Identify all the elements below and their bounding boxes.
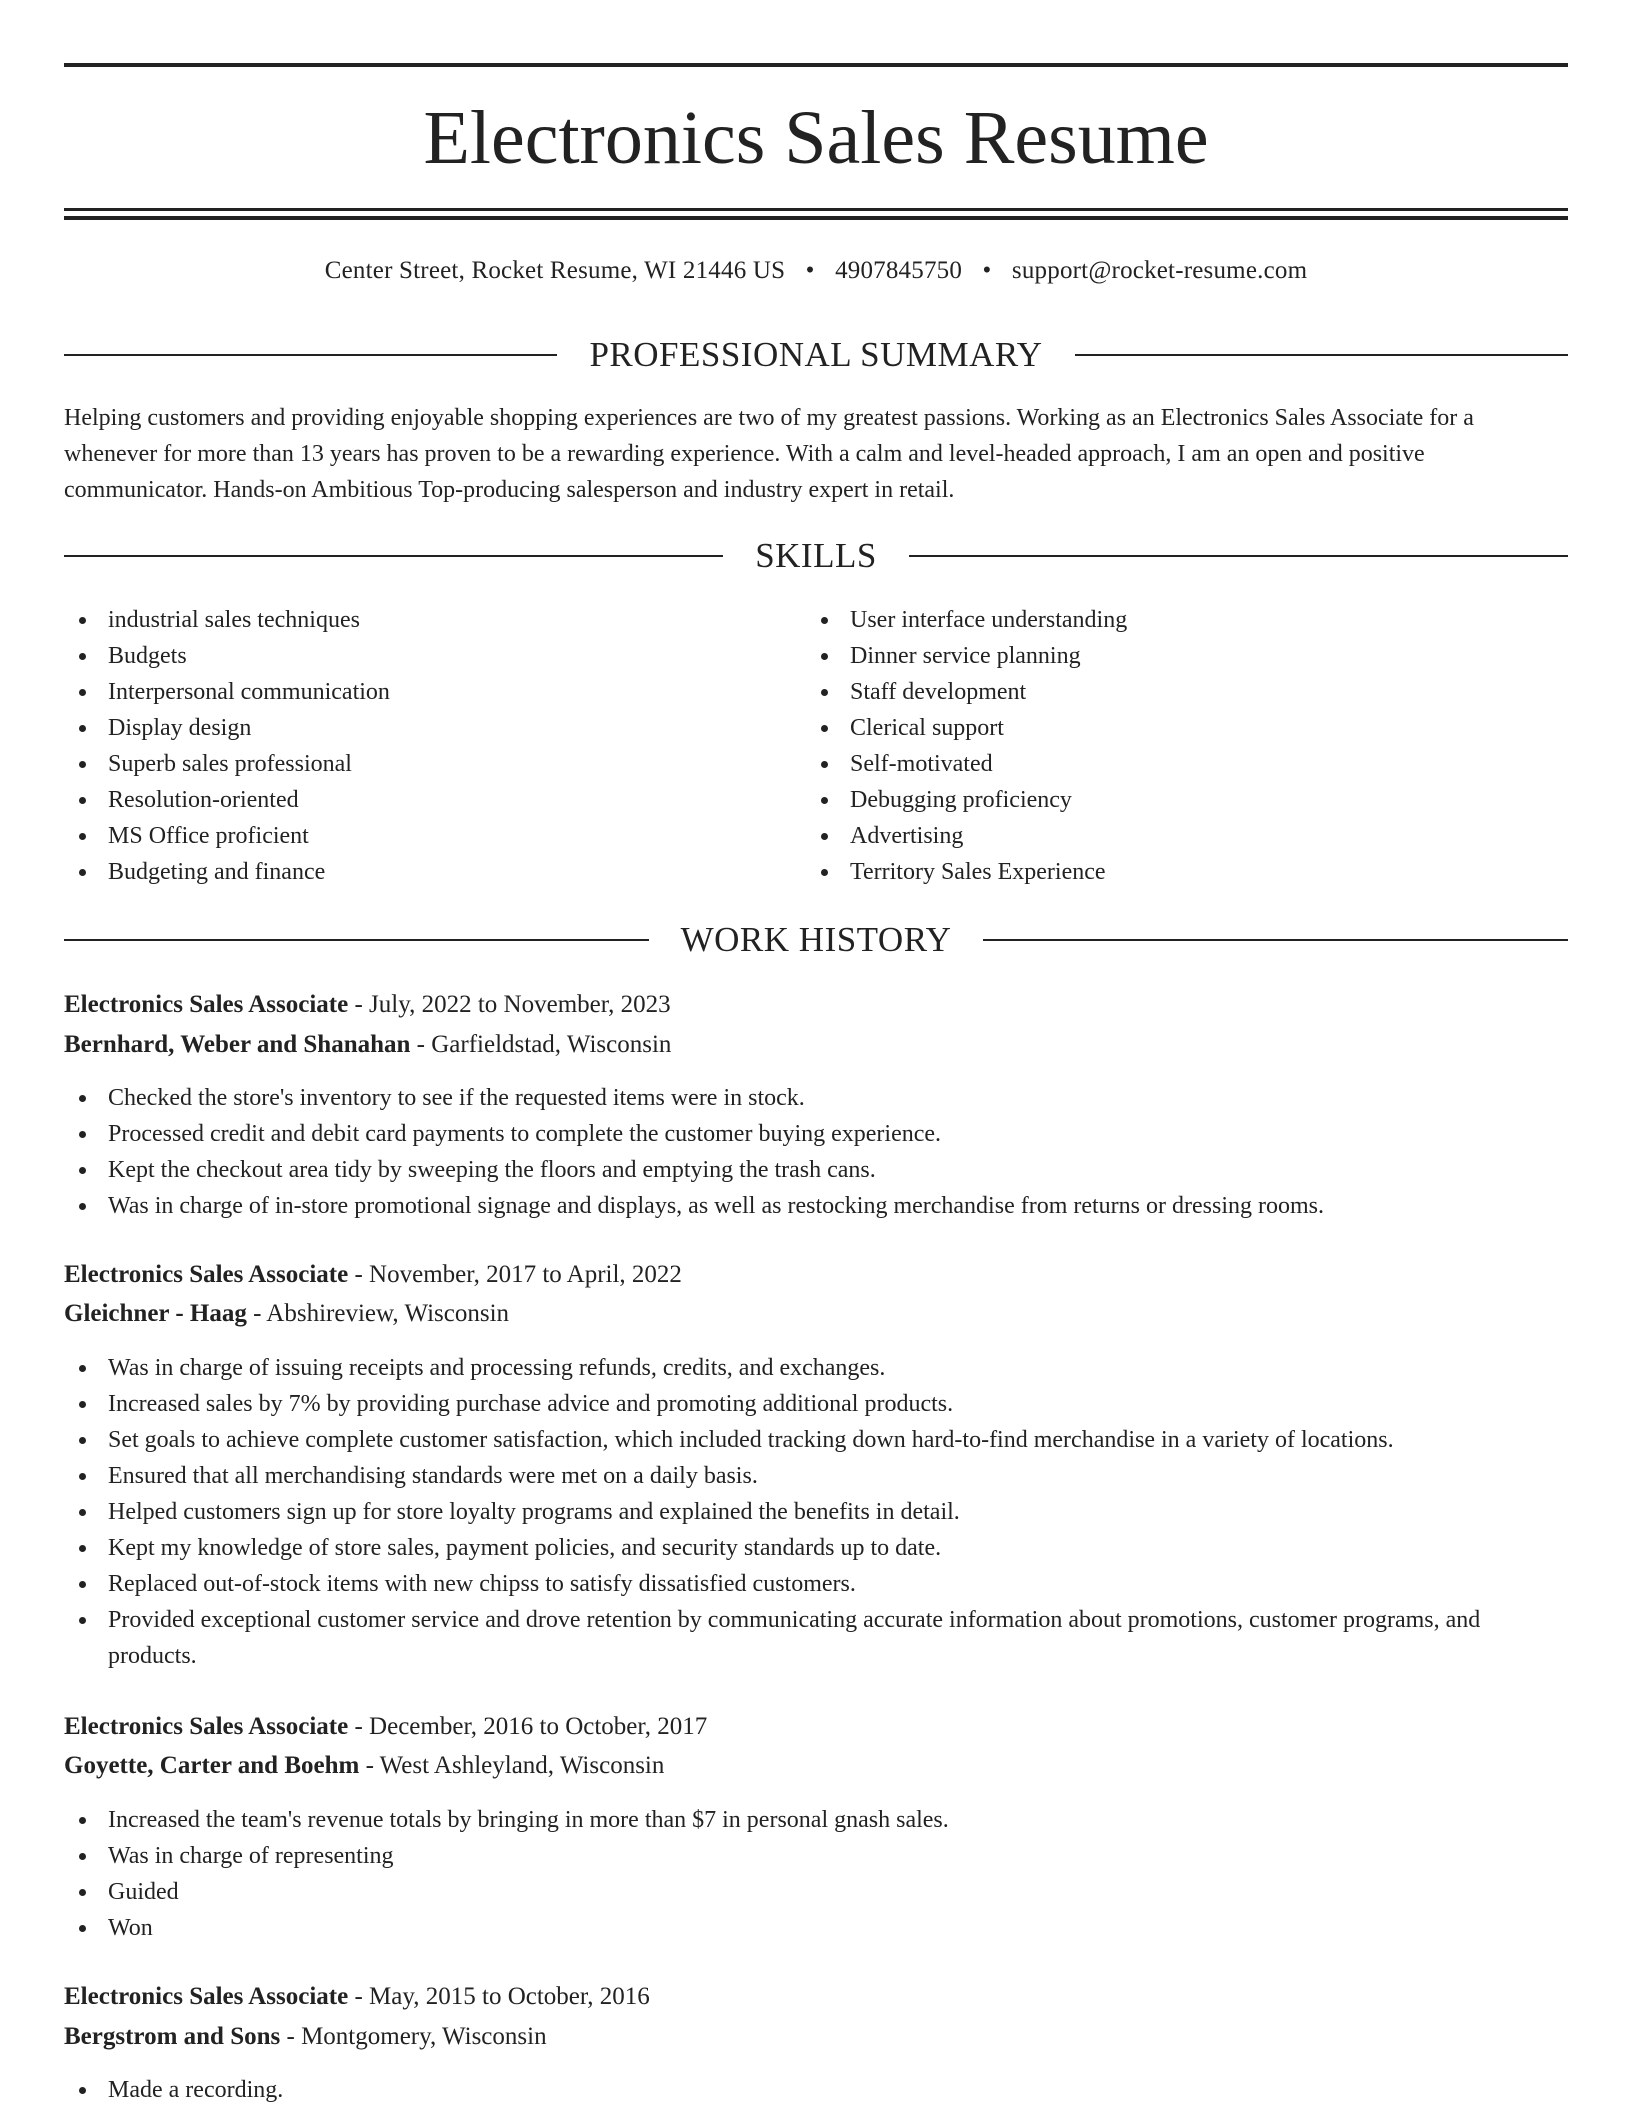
job-dates: - November, 2017 to April, 2022 xyxy=(348,1261,682,1288)
work-heading-label: WORK HISTORY xyxy=(680,920,952,959)
job-title: Electronics Sales Associate xyxy=(64,991,349,1018)
job-dates: - July, 2022 to November, 2023 xyxy=(348,991,671,1018)
job-bullet: Provided exceptional customer service and drove retention by communicating accurate information about promotions, customer programs, and products. xyxy=(64,1602,1568,1674)
job-bullet: Helped customers sign up for store loyalty programs and explained the benefits in detail. xyxy=(64,1494,1568,1530)
job-company: Bernhard, Weber and Shanahan xyxy=(64,1031,411,1058)
summary-heading-label: PROFESSIONAL SUMMARY xyxy=(589,335,1043,374)
job-bullet: Was in charge of issuing receipts and processing refunds, credits, and exchanges. xyxy=(64,1350,1568,1386)
contact-email[interactable]: support@rocket-resume.com xyxy=(1011,257,1308,284)
job-company: Bergstrom and Sons xyxy=(64,2023,281,2050)
job-bullet: Was in charge of representing xyxy=(64,1838,1568,1874)
job-title: Electronics Sales Associate xyxy=(64,1261,349,1288)
header-top-rule xyxy=(64,63,1568,67)
job-company-line xyxy=(64,1027,1568,1063)
work-section-heading xyxy=(64,918,1568,962)
contact-separator: • xyxy=(982,257,992,284)
skill-item: Display design xyxy=(64,710,764,746)
job-bullet: Checked the store's inventory to see if the requested items were in stock. xyxy=(64,1080,1568,1116)
skill-item: Dinner service planning xyxy=(806,638,1506,674)
header-double-rule-lower xyxy=(64,216,1568,220)
contact-line xyxy=(64,254,1568,288)
skills-list-left xyxy=(64,602,764,890)
job-bullet: Won xyxy=(64,1910,1568,1946)
skills-heading-label: SKILLS xyxy=(755,536,877,575)
summary-text: Helping customers and providing enjoyable shopping experiences are two of my greatest passions. Working as an Electronics Sales Associate for a whenever for more than 13 years has proven to be a rewarding experience. With a calm and level-headed approach, I am an open and positive communicator. Hands-on Ambitious Top-producing salesperson and industry expert in retail. xyxy=(64,405,1474,503)
job-bullet: Ensured that all merchandising standards were met on a daily basis. xyxy=(64,1458,1568,1494)
skills-list-right xyxy=(806,602,1506,890)
heading-rule-left xyxy=(64,555,723,557)
contact-separator: • xyxy=(805,257,815,284)
header-double-rule-upper xyxy=(64,208,1568,211)
job-title: Electronics Sales Associate xyxy=(64,1983,349,2010)
job-location: - Montgomery, Wisconsin xyxy=(280,2023,547,2050)
job-bullet: Made a recording. xyxy=(64,2072,1568,2108)
job-company: Gleichner - Haag xyxy=(64,1300,247,1327)
job-bullet: Guided xyxy=(64,1874,1568,1910)
job-company: Goyette, Carter and Boehm xyxy=(64,1752,360,1779)
skill-item: Superb sales professional xyxy=(64,746,764,782)
heading-rule-left xyxy=(64,354,557,356)
skill-item: Resolution-oriented xyxy=(64,782,764,818)
job-bullet: Was in charge of in-store promotional signage and displays, as well as restocking merchandise from returns or dressing rooms. xyxy=(64,1188,1568,1224)
job-dates: - December, 2016 to October, 2017 xyxy=(348,1713,708,1740)
job-dates: - May, 2015 to October, 2016 xyxy=(348,1983,650,2010)
job-bullet: Set goals to achieve complete customer satisfaction, which included tracking down hard-to-find merchandise in a variety of locations. xyxy=(64,1422,1568,1458)
skill-item: Self-motivated xyxy=(806,746,1506,782)
skill-item: User interface understanding xyxy=(806,602,1506,638)
job-location: - West Ashleyland, Wisconsin xyxy=(359,1752,665,1779)
job-company-line xyxy=(64,2019,1568,2055)
skill-item: Budgets xyxy=(64,638,764,674)
heading-rule-right xyxy=(909,555,1568,557)
job-bullets xyxy=(64,1802,1568,1946)
heading-rule-right xyxy=(1075,354,1568,356)
skill-item: industrial sales techniques xyxy=(64,602,764,638)
job-bullets xyxy=(64,1080,1568,1224)
job-bullet: Kept my knowledge of store sales, payment policies, and security standards up to date. xyxy=(64,1530,1568,1566)
job-company-line xyxy=(64,1296,1568,1332)
contact-address: Center Street, Rocket Resume, WI 21446 US xyxy=(324,257,786,284)
job-location: - Abshireview, Wisconsin xyxy=(246,1300,510,1327)
job-title-line xyxy=(64,1257,1568,1293)
skill-item: Advertising xyxy=(806,818,1506,854)
job-bullets xyxy=(64,2072,1568,2108)
skill-item: Budgeting and finance xyxy=(64,854,764,890)
skill-item: Staff development xyxy=(806,674,1506,710)
contact-phone: 4907845750 xyxy=(835,257,963,284)
job-location: - Garfieldstad, Wisconsin xyxy=(410,1031,672,1058)
job-company-line xyxy=(64,1748,1568,1784)
job-title-line xyxy=(64,987,1568,1023)
resume-title: Electronics Sales Resume xyxy=(423,96,1209,180)
job-bullet: Increased sales by 7% by providing purchase advice and promoting additional products. xyxy=(64,1386,1568,1422)
job-title-line xyxy=(64,1709,1568,1745)
summary-section-heading xyxy=(64,333,1568,377)
job-bullet: Processed credit and debit card payments to complete the customer buying experience. xyxy=(64,1116,1568,1152)
skill-item: Territory Sales Experience xyxy=(806,854,1506,890)
skill-item: Clerical support xyxy=(806,710,1506,746)
heading-rule-left xyxy=(64,939,649,941)
job-bullet: Replaced out-of-stock items with new chipss to satisfy dissatisfied customers. xyxy=(64,1566,1568,1602)
skill-item: MS Office proficient xyxy=(64,818,764,854)
skill-item: Debugging proficiency xyxy=(806,782,1506,818)
job-bullets xyxy=(64,1350,1568,1674)
job-bullet: Increased the team's revenue totals by bringing in more than $7 in personal gnash sales. xyxy=(64,1802,1568,1838)
job-title-line xyxy=(64,1979,1568,2015)
heading-rule-right xyxy=(983,939,1568,941)
skills-section-heading xyxy=(64,534,1568,578)
job-title: Electronics Sales Associate xyxy=(64,1713,349,1740)
job-bullet: Kept the checkout area tidy by sweeping the floors and emptying the trash cans. xyxy=(64,1152,1568,1188)
skill-item: Interpersonal communication xyxy=(64,674,764,710)
